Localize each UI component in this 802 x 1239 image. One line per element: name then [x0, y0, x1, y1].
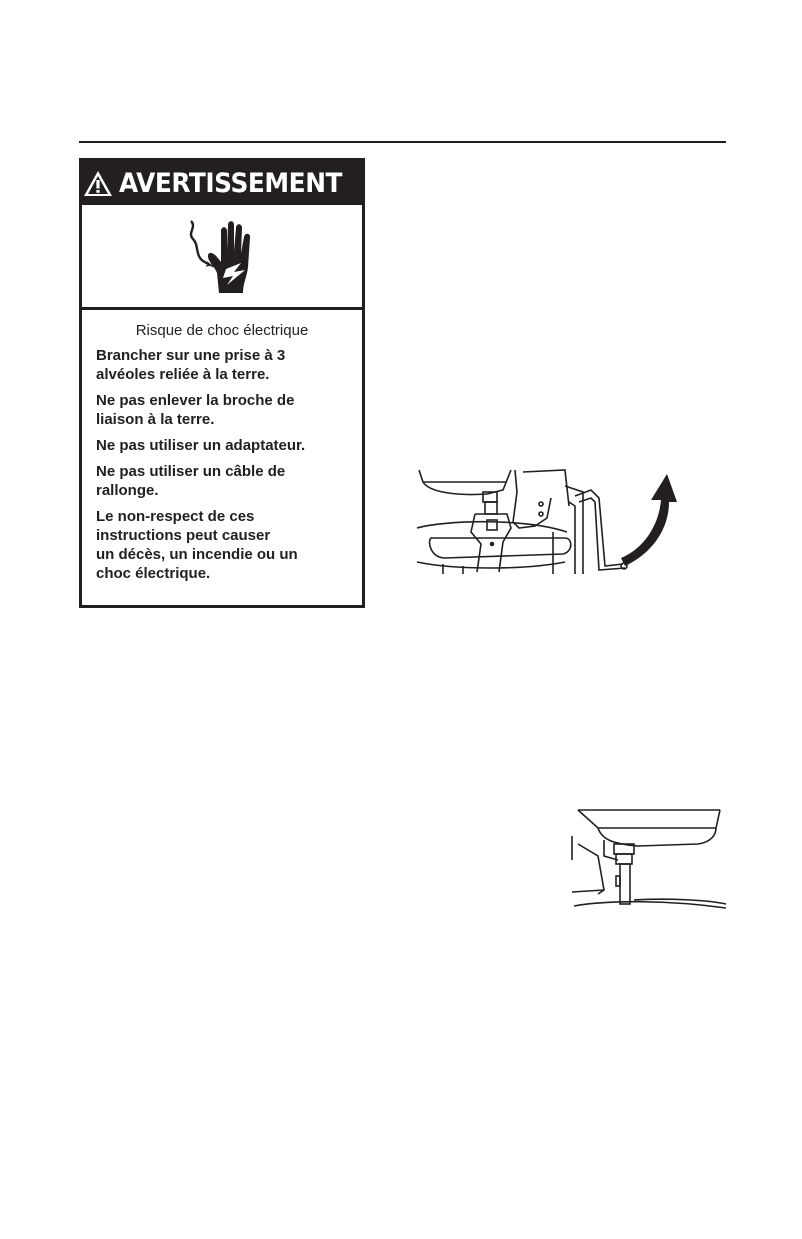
- top-rule: [79, 141, 726, 143]
- warning-line-ground-prong: Ne pas enlever la broche de liaison à la terre.: [96, 392, 295, 428]
- mixer-beater-shaft-illustration: [568, 806, 728, 910]
- warning-box: [79, 158, 365, 608]
- mixer-bowl-lift-lever-illustration: [415, 462, 685, 574]
- warning-title: AVERTISSEMENT: [118, 167, 342, 199]
- warning-header: [82, 161, 362, 205]
- warning-text: [82, 310, 362, 583]
- warning-subtitle: Risque de choc électrique: [135, 322, 309, 339]
- warning-line-adapter: Ne pas utiliser un adaptateur.: [96, 437, 306, 454]
- warning-icon-area: [82, 205, 362, 310]
- warning-line-consequence: Le non-respect de ces instructions peut causer un décès, un incendie ou un choc électrique.: [96, 508, 298, 582]
- warning-line-extension: Ne pas utiliser un câble de rallonge.: [96, 463, 286, 499]
- electric-shock-hand-icon: [177, 215, 267, 297]
- warning-triangle-icon: [83, 170, 113, 197]
- warning-line-outlet: Brancher sur une prise à 3 alvéoles reliée à la terre.: [96, 347, 286, 383]
